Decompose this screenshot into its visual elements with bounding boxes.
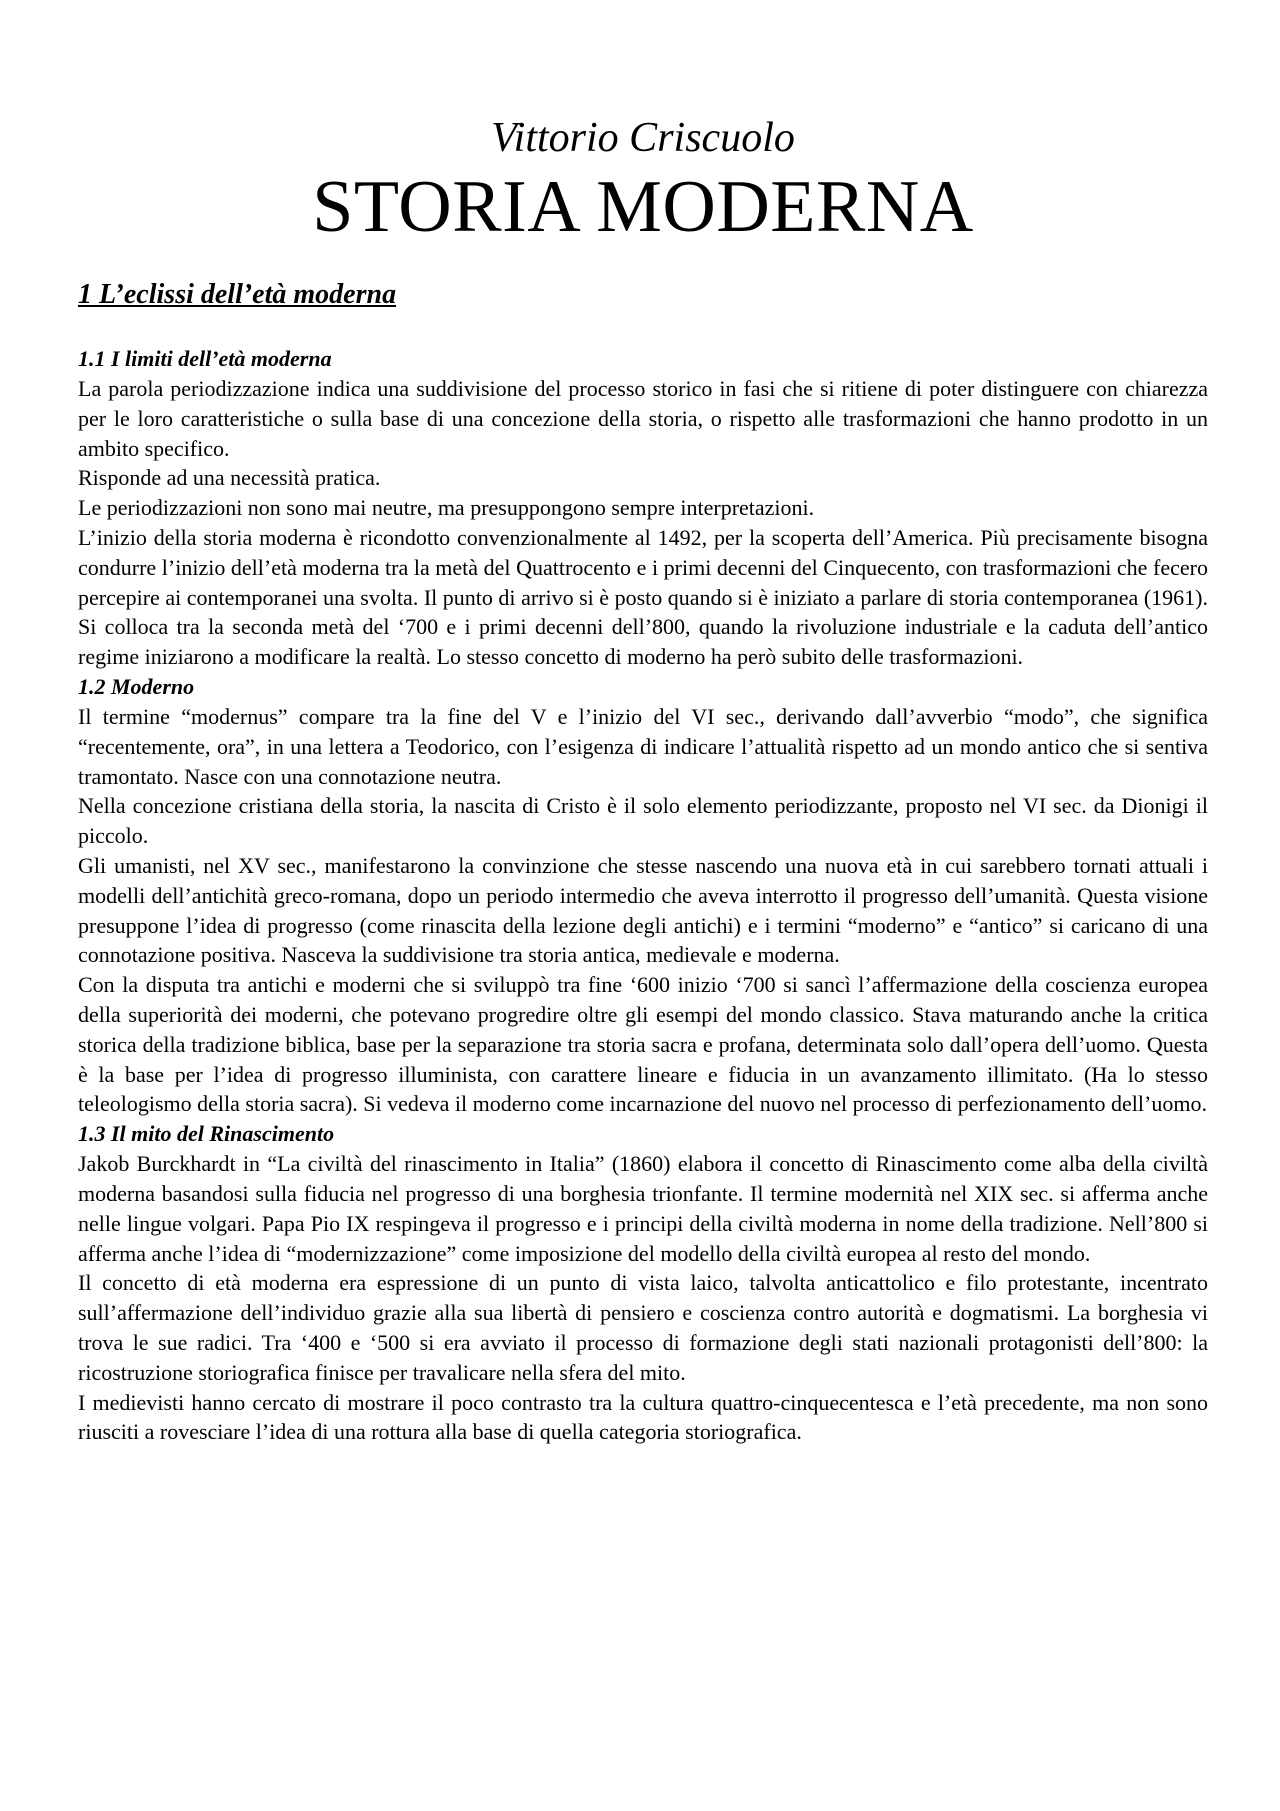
paragraph: L’inizio della storia moderna è ricondotto convenzionalmente al 1492, per la scoperta dell’America. Più precisamente bisogna condurre l’inizio dell’età moderna tra la metà del Quattrocento e i primi decenni del Cinquecento, con trasformazioni che fecero percepire ai contemporanei una svolta. Il punto di arrivo si è posto quando si è iniziato a parlare di storia contemporanea (1961). Si colloca tra la seconda metà del ‘700 e i primi decenni dell’800, quando la rivoluzione industriale e la caduta dell’antico regime iniziarono a modificare la realtà. Lo stesso concetto di moderno ha però subito delle trasformazioni. <box>78 524 1208 670</box>
paragraph: Jakob Burckhardt in “La civiltà del rinascimento in Italia” (1860) elabora il concetto di Rinascimento come alba della civiltà moderna basandosi sulla fiducia nel progresso di una borghesia trionfante. Il termine modernità nel XIX sec. si afferma anche nelle lingue volgari. Papa Pio IX respingeva il progresso e i principi della civiltà moderna in nome della tradizione. Nell’800 si afferma anche l’idea di “modernizzazione” come imposizione del modello della civiltà europea al resto del mondo. <box>78 1151 1208 1266</box>
section-1-3 <box>78 1119 1208 1447</box>
paragraph: La parola periodizzazione indica una suddivisione del processo storico in fasi che si ritiene di poter distinguere con chiarezza per le loro caratteristiche o sulla base di una concezione della storia, o rispetto alle trasformazioni che hanno prodotto in un ambito specifico. <box>78 376 1208 461</box>
author-name: Vittorio Criscuolo <box>491 115 795 161</box>
paragraph: Risponde ad una necessità pratica. <box>78 465 381 491</box>
section-1-1 <box>78 344 1208 672</box>
section-heading: 1.1 I limiti dell’età moderna <box>78 346 332 371</box>
paragraph: Le periodizzazioni non sono mai neutre, ma presuppongono sempre interpretazioni. <box>78 495 815 521</box>
section-heading: 1.3 Il mito del Rinascimento <box>78 1121 335 1147</box>
paragraph: Il termine “modernus” compare tra la fine del V e l’inizio del VI sec., derivando dall’avverbio “modo”, che significa “recentemente, ora”, in una lettera a Teodorico, con l’esigenza di indicare l’attualità rispetto ad un mondo antico che si sentiva tramontato. Nasce con una connotazione neutra. <box>78 703 1208 789</box>
section-heading: 1.2 Moderno <box>78 673 195 699</box>
paragraph: Nella concezione cristiana della storia, la nascita di Cristo è il solo elemento periodizzante, proposto nel VI sec. da Dionigi il piccolo. <box>78 793 1208 849</box>
paragraph: I medievisti hanno cercato di mostrare il poco contrasto tra la cultura quattro-cinquecentesca e l’età precedente, ma non sono riusciti a rovesciare l’idea di una rottura alla base di quella categoria storiografica. <box>78 1389 1208 1445</box>
chapter-heading: 1 L’eclissi dell’età moderna <box>78 279 397 310</box>
document-title: STORIA MODERNA <box>312 166 974 248</box>
paragraph: Gli umanisti, nel XV sec., manifestarono la convinzione che stesse nascendo una nuova età in cui sarebbero tornati attuali i modelli dell’antichità greco-romana, dopo un periodo intermedio che aveva interrotto il progresso dell’umanità. Questa visione presuppone l’idea di progresso (come rinascita della lezione degli antichi) e i termini “moderno” e “antico” si caricano di una connotazione positiva. Nasceva la suddivisione tra storia antica, medievale e moderna. <box>78 852 1208 968</box>
paragraph: Il concetto di età moderna era espressione di un punto di vista laico, talvolta anticattolico e filo protestante, incentrato sull’affermazione dell’individuo grazie alla sua libertà di pensiero e coscienza contro autorità e dogmatismi. La borghesia vi trova le sue radici. Tra ‘400 e ‘500 si era avviato il processo di formazione degli stati nazionali protagonisti dell’800: la ricostruzione storiografica finisce per travalicare nella sfera del mito. <box>78 1270 1208 1385</box>
paragraph: Con la disputa tra antichi e moderni che si sviluppò tra fine ‘600 inizio ‘700 si sancì l’affermazione della coscienza europea della superiorità dei moderni, che potevano progredire oltre gli esempi del mondo classico. Stava maturando anche la critica storica della tradizione biblica, base per la separazione tra storia sacra e profana, determinata solo dall’opera dell’uomo. Questa è la base per l’idea di progresso illuminista, con carattere lineare e fiducia in un avanzamento illimitato. (Ha lo stesso teleologismo della storia sacra). Si vedeva il moderno come incarnazione del nuovo nel processo di perfezionamento dell’uomo. <box>78 972 1208 1117</box>
section-1-2 <box>78 672 1208 1119</box>
document-page <box>78 112 1208 1447</box>
